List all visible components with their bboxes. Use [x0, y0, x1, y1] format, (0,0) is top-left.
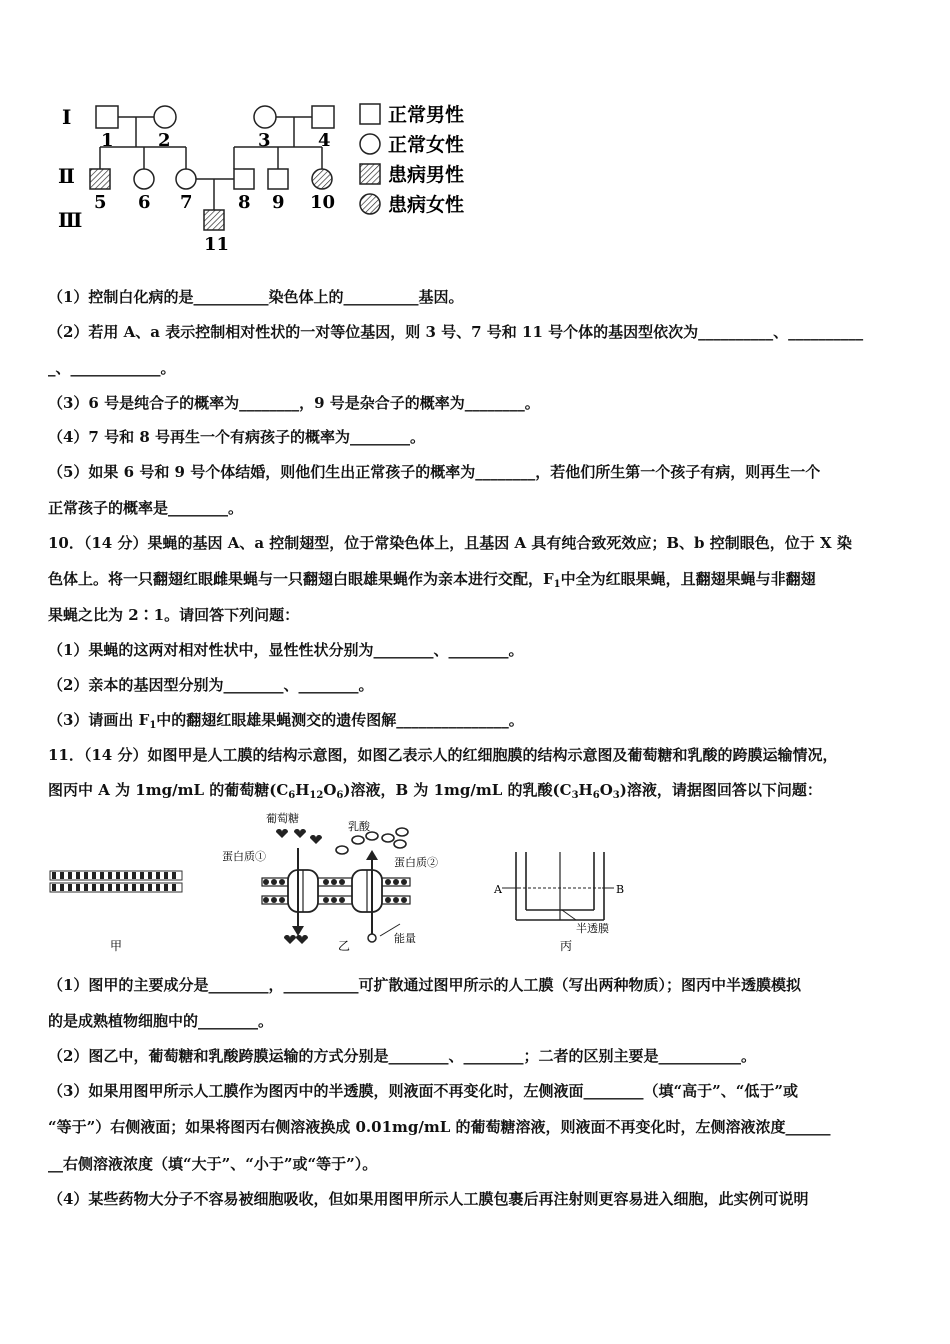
individual-7	[176, 169, 196, 189]
legend-normal-male: 正常男性	[388, 104, 465, 126]
generation-1: Ⅰ	[62, 105, 72, 129]
q9-line-5: （4）7 号和 8 号再生一个有病孩子的概率为________。	[48, 428, 425, 446]
q9-line-7: 正常孩子的概率是________。	[48, 499, 244, 517]
individual-4	[312, 106, 334, 128]
label-3: 3	[258, 130, 271, 151]
pedigree-chart	[50, 92, 480, 257]
legend-normal-female: 正常女性	[388, 134, 465, 156]
q10-line-5: （2）亲本的基因型分别为________、________。	[48, 676, 374, 694]
q11-line-7: “等于”）右侧液面；如果将图丙右侧溶液换成 0.01mg/mL 的葡萄糖溶液，则液面不再变化时，左侧溶液浓度______	[48, 1118, 831, 1136]
protein-2-label: 蛋白质②	[394, 856, 438, 869]
individual-2	[154, 106, 176, 128]
energy-label: 能量	[394, 932, 416, 945]
q11-line-8: __右侧溶液浓度（填“大于”、“小于”或“等于”）。	[48, 1155, 378, 1173]
q10-line-2: 色体上。将一只翻翅红眼雌果蝇与一只翻翅白眼雄果蝇作为亲本进行交配，$F_1$中全为红眼果蝇，且翻翅果蝇与非翻翅	[48, 570, 816, 590]
individual-5	[90, 169, 110, 189]
q9-line-1: （1）控制白化病的是__________染色体上的__________基因。	[48, 288, 464, 306]
label-4: 4	[318, 130, 331, 151]
figure-bing	[502, 852, 614, 920]
q11-line-1: 11．（14 分）如图甲是人工膜的结构示意图，如图乙表示人的红细胞膜的结构示意图及葡萄糖和乳酸的跨膜运输情况，	[48, 746, 838, 764]
solution-a-label: A	[494, 883, 502, 896]
generation-2: Ⅱ	[58, 164, 75, 188]
label-6: 6	[138, 192, 151, 213]
glucose-label: 葡萄糖	[266, 812, 299, 825]
q11-line-6: （3）如果用图甲所示人工膜作为图丙中的半透膜，则液面不再变化时，左侧液面________（填“高于”、“低于”或	[48, 1082, 798, 1100]
legend-normal-male-icon	[360, 104, 380, 124]
q10-line-6: （3）请画出 $F_1$中的翻翅红眼雄果蝇测交的遗传图解_______________。	[48, 711, 524, 731]
legend-affected-male: 患病男性	[388, 164, 465, 186]
label-11: 11	[204, 234, 230, 255]
q11-line-9: （4）某些药物大分子不容易被细胞吸收，但如果用图甲所示人工膜包裹后再注射则更容易进入细胞，此实例可说明	[48, 1190, 809, 1208]
individual-6	[134, 169, 154, 189]
individual-9	[268, 169, 288, 189]
q11-line-3: （1）图甲的主要成分是________，__________可扩散通过图甲所示的人工膜（写出两种物质）；图丙中半透膜模拟	[48, 976, 801, 994]
q11-line-5: （2）图乙中，葡萄糖和乳酸跨膜运输的方式分别是________、________；二者的区别主要是___________。	[48, 1047, 756, 1065]
legend-normal-female-icon	[360, 134, 380, 154]
individual-3	[254, 106, 276, 128]
lactate-label: 乳酸	[348, 820, 370, 833]
label-8: 8	[238, 192, 251, 213]
semipermeable-membrane-label: 半透膜	[576, 922, 609, 935]
generation-3: Ⅲ	[58, 208, 83, 232]
figure-yi	[222, 811, 438, 953]
q10-line-4: （1）果蝇的这两对相对性状中，显性性状分别为________、________。	[48, 641, 524, 659]
individual-1	[96, 106, 118, 128]
q10-line-3: 果蝇之比为 2∶1。请回答下列问题：	[48, 606, 300, 624]
label-5: 5	[94, 192, 107, 213]
legend-affected-female-icon	[360, 194, 380, 214]
figure-yi-label: 乙	[338, 939, 351, 953]
label-2: 2	[158, 130, 171, 151]
label-1: 1	[101, 130, 114, 151]
solution-b-label: B	[616, 883, 625, 896]
individual-11	[204, 210, 224, 230]
individual-10	[312, 169, 332, 189]
legend-affected-male-icon	[360, 164, 380, 184]
protein-1-label: 蛋白质①	[222, 850, 266, 863]
figure-bing-label: 丙	[560, 939, 573, 953]
q9-line-4: （3）6 号是纯合子的概率为________，9 号是杂合子的概率为________。	[48, 394, 540, 412]
q9-line-6: （5）如果 6 号和 9 号个体结婚，则他们生出正常孩子的概率为________，若他们所生第一个孩子有病，则再生一个	[48, 463, 821, 481]
q11-line-4: 的是成熟植物细胞中的________。	[48, 1012, 274, 1030]
q11-line-2: 图丙中 A 为 1mg/mL 的葡萄糖$(C_6H_{12}O_6)$溶液，B 为 1mg/mL 的乳酸$(C_3H_6O_3)$溶液，请据图回答以下问题：	[48, 781, 822, 801]
legend-affected-female: 患病女性	[388, 194, 465, 216]
individual-8	[234, 169, 254, 189]
label-9: 9	[272, 192, 285, 213]
figure-jia	[50, 871, 182, 953]
label-10: 10	[310, 192, 336, 213]
membrane-figures	[40, 808, 660, 958]
q9-line-2: （2）若用 A、a 表示控制相对性状的一对等位基因，则 3 号、7 号和 11 号个体的基因型依次为__________、__________	[48, 323, 864, 341]
q9-line-3: _、____________。	[48, 359, 176, 377]
figure-jia-label: 甲	[110, 939, 123, 953]
q10-line-1: 10．（14 分）果蝇的基因 A、a 控制翅型，位于常染色体上，且基因 A 具有纯合致死效应；B、b 控制眼色，位于 X 染	[48, 534, 852, 552]
label-7: 7	[180, 192, 193, 213]
